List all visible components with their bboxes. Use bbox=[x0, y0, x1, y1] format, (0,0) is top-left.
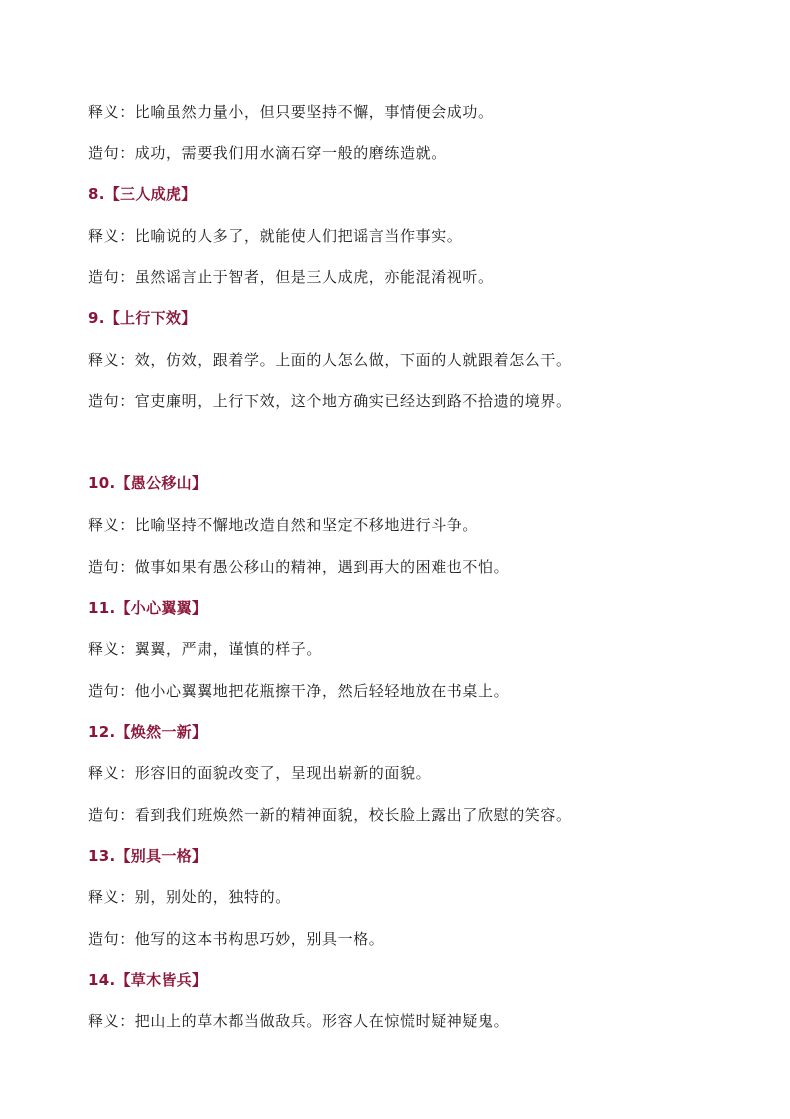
idiom-heading: 9.【上行下效】 bbox=[88, 309, 197, 327]
idiom-heading: 8.【三人成虎】 bbox=[88, 185, 197, 203]
definition-text: 释义：形容旧的面貌改变了，呈现出崭新的面貌。 bbox=[88, 764, 432, 782]
definition-text: 释义：别，别处的，独特的。 bbox=[88, 888, 291, 906]
example-text: 造句：做事如果有愚公移山的精神，遇到再大的困难也不怕。 bbox=[88, 558, 510, 576]
idiom-heading: 12.【焕然一新】 bbox=[88, 723, 208, 741]
idiom-heading: 13.【别具一格】 bbox=[88, 847, 208, 865]
definition-text: 释义：把山上的草木都当做敌兵。形容人在惊慌时疑神疑鬼。 bbox=[88, 1012, 510, 1030]
example-text: 造句：他写的这本书构思巧妙，别具一格。 bbox=[88, 930, 385, 948]
idiom-heading: 10.【愚公移山】 bbox=[88, 474, 208, 492]
example-text: 造句：看到我们班焕然一新的精神面貌，校长脸上露出了欣慰的笑容。 bbox=[88, 806, 572, 824]
example-text: 造句：虽然谣言止于智者，但是三人成虎，亦能混淆视听。 bbox=[88, 268, 494, 286]
definition-text: 释义：翼翼，严肃，谨慎的样子。 bbox=[88, 640, 323, 658]
example-text: 造句：他小心翼翼地把花瓶擦干净，然后轻轻地放在书桌上。 bbox=[88, 682, 510, 700]
idiom-heading: 14.【草木皆兵】 bbox=[88, 971, 208, 989]
example-text: 造句：成功，需要我们用水滴石穿一般的磨练造就。 bbox=[88, 144, 447, 162]
definition-text: 释义：比喻坚持不懈地改造自然和坚定不移地进行斗争。 bbox=[88, 516, 479, 534]
idiom-heading: 11.【小心翼翼】 bbox=[88, 599, 208, 617]
definition-text: 释义：比喻说的人多了，就能使人们把谣言当作事实。 bbox=[88, 227, 463, 245]
example-text: 造句：官吏廉明，上行下效，这个地方确实已经达到路不拾遗的境界。 bbox=[88, 392, 572, 410]
definition-text: 释义：比喻虽然力量小，但只要坚持不懈，事情便会成功。 bbox=[88, 103, 494, 121]
definition-text: 释义：效，仿效，跟着学。上面的人怎么做，下面的人就跟着怎么干。 bbox=[88, 351, 572, 369]
